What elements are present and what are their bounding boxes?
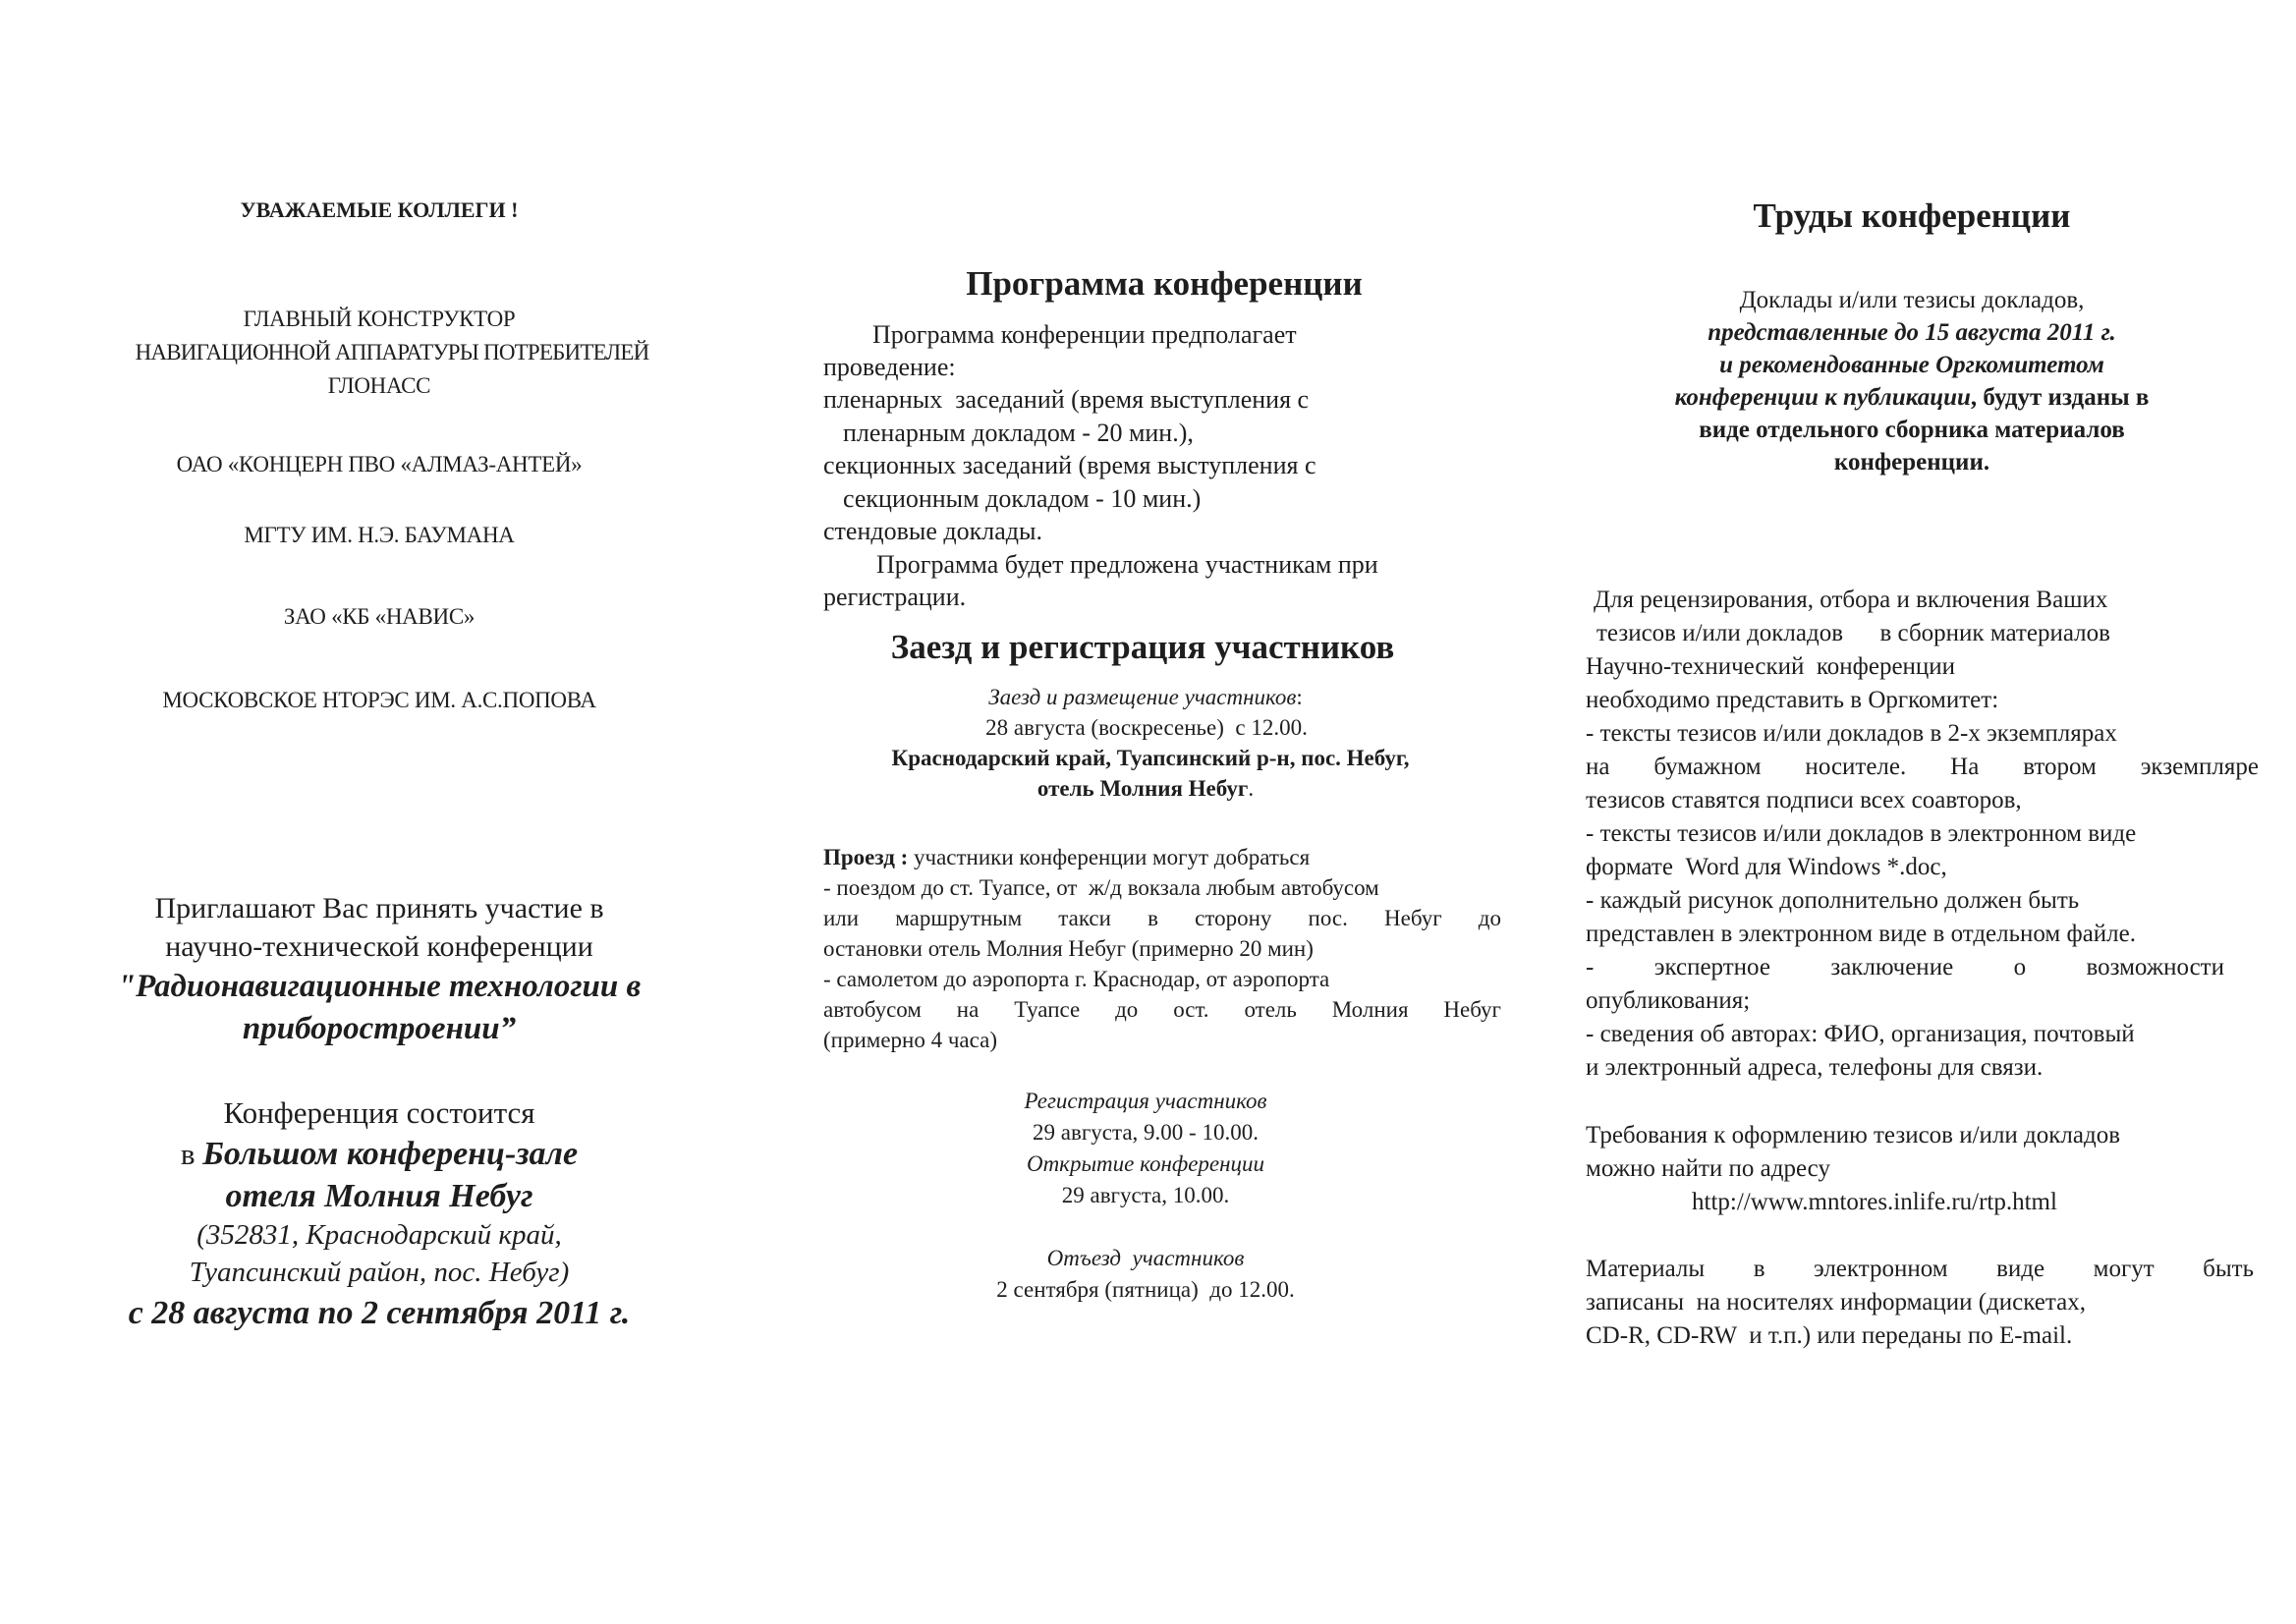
submission-line: Научно-технический конференции <box>1586 653 1956 680</box>
program-line: стендовые доклады. <box>823 517 1042 545</box>
conference-title-line: приборостроении” <box>242 1011 517 1046</box>
submission-line: на бумажном носителе. На втором экземпляре <box>1586 754 2259 780</box>
proceedings-rest: , будут изданы в <box>1970 384 2150 411</box>
arrival-place: Краснодарский край, Туапсинский р-н, пос. Небуг, <box>891 746 1410 770</box>
submission-line: формате Word для Windows *.doc, <box>1586 854 1947 880</box>
program-line: проведение: <box>823 353 956 381</box>
proceedings-heading: Труды конференции <box>1753 196 2071 235</box>
registration-time: 29 августа, 9.00 - 10.00. <box>1033 1120 1259 1145</box>
requirements-url-link[interactable]: http://www.mntores.inlife.ru/rtp.html <box>1692 1189 2057 1215</box>
arrival-colon: : <box>1296 685 1303 709</box>
proceedings-line: конференции. <box>1833 449 1990 476</box>
arrival-hotel-line <box>1037 776 1254 801</box>
travel-line: или маршрутным такси в сторону пос. Небуг до <box>823 906 1501 930</box>
venue-hall: Большом конференц-зале <box>202 1136 579 1172</box>
travel-intro: участники конференции могут добраться <box>908 845 1311 869</box>
travel-line: (примерно 4 часа) <box>823 1028 997 1052</box>
proceedings-italic: конференции к публикации <box>1674 384 1971 411</box>
program-line: секционных заседаний (время выступления с <box>823 451 1316 479</box>
submission-line: - тексты тезисов и/или докладов в 2-х экземплярах <box>1586 720 2117 747</box>
submission-line: тезисов и/или докладов в сборник материалов <box>1596 620 2110 646</box>
media-line: CD-R, CD-RW и т.п.) или переданы по E-mail. <box>1586 1322 2073 1349</box>
organizer-line: МГТУ ИМ. Н.Э. БАУМАНА <box>244 523 515 547</box>
address-line: Туапсинский район, пос. Небуг) <box>189 1257 570 1288</box>
proceedings-line: и рекомендованные Оргкомитетом <box>1719 352 2104 378</box>
arrival-dot: . <box>1248 776 1255 801</box>
organizer-line: НАВИГАЦИОННОЙ АППАРАТУРЫ ПОТРЕБИТЕЛЕЙ <box>135 340 649 364</box>
submission-line: необходимо представить в Оргкомитет: <box>1586 687 1999 713</box>
requirements-line: Требования к оформлению тезисов и/или докладов <box>1586 1122 2121 1148</box>
proceedings-line <box>1675 384 2150 412</box>
submission-line: представлен в электронном виде в отдельном файле. <box>1586 921 2136 947</box>
travel-line: остановки отель Молния Небуг (примерно 20 мин) <box>823 936 1314 961</box>
conference-title-line: "Радионавигационные технологии в <box>117 969 642 1004</box>
media-line: записаны на носителях информации (дискетах, <box>1586 1289 2086 1316</box>
address-line: (352831, Краснодарский край, <box>196 1219 562 1251</box>
venue-hall-line <box>181 1136 578 1172</box>
submission-line: Для рецензирования, отбора и включения Ваших <box>1594 587 2108 613</box>
venue-prefix: в <box>180 1137 203 1171</box>
arrival-label-line <box>988 685 1303 709</box>
conference-dates: с 28 августа по 2 сентября 2011 г. <box>128 1295 631 1331</box>
departure-time: 2 сентября (пятница) до 12.00. <box>996 1277 1295 1302</box>
program-heading: Программа конференции <box>966 264 1363 303</box>
arrival-hotel: отель Молния Небуг <box>1036 776 1249 801</box>
travel-intro-line <box>823 845 1310 869</box>
arrival-heading: Заезд и регистрация участников <box>890 628 1395 666</box>
proceedings-line: представленные до 15 августа 2011 г. <box>1708 319 2116 346</box>
program-line: регистрации. <box>823 583 967 611</box>
opening-time: 29 августа, 10.00. <box>1061 1183 1230 1207</box>
submission-line: тезисов ставятся подписи всех соавторов, <box>1586 787 2022 813</box>
submission-line: опубликования; <box>1586 987 1751 1014</box>
organizer-line: ОАО «КОНЦЕРН ПВО «АЛМАЗ-АНТЕЙ» <box>176 452 583 476</box>
media-line: Материалы в электронном виде могут быть <box>1586 1256 2254 1282</box>
invite-line: Приглашают Вас принять участие в <box>154 892 604 924</box>
organizer-line: ГЛОНАСС <box>327 373 431 398</box>
departure-label: Отъезд участников <box>1046 1246 1245 1270</box>
organizer-line: ЗАО «КБ «НАВИС» <box>283 604 476 629</box>
invite-line: научно-технической конференции <box>165 930 593 963</box>
program-line: Программа будет предложена участникам при <box>876 550 1378 579</box>
submission-line: - сведения об авторах: ФИО, организация, почтовый <box>1586 1021 2135 1047</box>
travel-line: - самолетом до аэропорта г. Краснодар, от аэропорта <box>823 967 1330 991</box>
travel-label: Проезд : <box>823 845 909 869</box>
venue-intro: Конференция состоится <box>223 1095 535 1130</box>
requirements-line: можно найти по адресу <box>1586 1155 1830 1182</box>
arrival-label: Заезд и размещение участников <box>988 685 1297 709</box>
organizer-line: ГЛАВНЫЙ КОНСТРУКТОР <box>243 307 516 331</box>
submission-line: - экспертное заключение о возможности <box>1586 954 2224 980</box>
proceedings-line: виде отдельного сборника материалов <box>1699 417 2125 443</box>
organizer-line: МОСКОВСКОЕ НТОРЭС ИМ. А.С.ПОПОВА <box>162 688 596 712</box>
venue-hotel: отеля Молния Небуг <box>225 1178 533 1214</box>
travel-line: - поездом до ст. Туапсе, от ж/д вокзала любым автобусом <box>823 875 1379 900</box>
program-line: пленарным докладом - 20 мин.), <box>843 419 1194 447</box>
arrival-date: 28 августа (воскресенье) с 12.00. <box>985 715 1308 740</box>
submission-line: - каждый рисунок дополнительно должен быть <box>1586 887 2080 914</box>
proceedings-line: Доклады и/или тезисы докладов, <box>1739 287 2085 313</box>
opening-label: Открытие конференции <box>1026 1151 1265 1176</box>
registration-label: Регистрация участников <box>1024 1089 1267 1113</box>
submission-line: и электронный адреса, телефоны для связи. <box>1586 1054 2044 1081</box>
travel-line: автобусом на Туапсе до ост. отель Молния Небуг <box>823 997 1501 1022</box>
program-line: пленарных заседаний (время выступления с <box>823 385 1310 414</box>
submission-line: - тексты тезисов и/или докладов в электронном виде <box>1586 820 2137 847</box>
program-line: Программа конференции предполагает <box>872 320 1297 349</box>
program-line: секционным докладом - 10 мин.) <box>843 484 1202 513</box>
greeting: УВАЖАЕМЫЕ КОЛЛЕГИ ! <box>240 197 519 222</box>
